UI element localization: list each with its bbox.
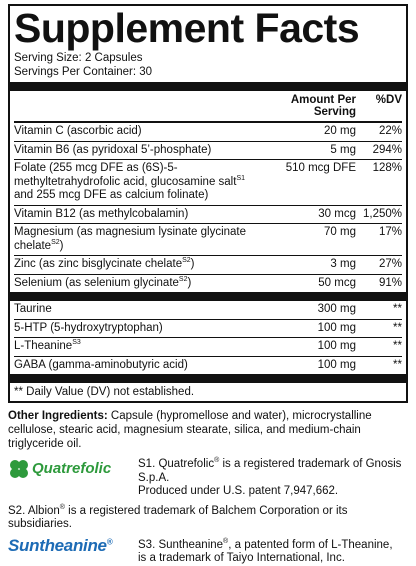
- tm1-desc: is a registered trademark of Gnosis S.p.A.: [138, 458, 402, 484]
- footnote-ref: S1: [236, 174, 245, 182]
- footnote-ref: S2: [178, 275, 188, 283]
- nutrient-dv: 128%: [372, 162, 402, 174]
- nutrient-name: Vitamin C (ascorbic acid): [14, 125, 142, 137]
- clover-leaf-icon: [8, 458, 30, 480]
- suntheanine-logo: [8, 535, 138, 555]
- nutrient-amount: 100 mg: [317, 321, 356, 334]
- tm1-name: S1. Quatrefolic: [138, 458, 215, 470]
- nutrient-dv: 17%: [378, 226, 402, 238]
- nutrient-name: L-Theanine$^{S3}$: [14, 339, 81, 352]
- nutrient-dv: **: [393, 340, 402, 352]
- trademark-quatrefolic: [8, 458, 408, 499]
- nutrient-amount: 50 mcg: [318, 276, 356, 289]
- nutrient-row: [14, 160, 402, 206]
- trademark-s2-text: [8, 505, 408, 532]
- tm2-desc: is a registered trademark of Balchem Corporation or its subsidiaries.: [8, 504, 348, 530]
- reg-mark: ®: [59, 503, 65, 511]
- amount-header: Amount Per Serving: [290, 94, 356, 118]
- nutrient-dv: 91%: [378, 276, 402, 289]
- nutrient-name: Vitamin B6 (as pyridoxal 5’-phosphate): [14, 143, 212, 156]
- footnote-ref: S2: [182, 257, 191, 265]
- tm1-patent: Produced under U.S. patent 7,947,662.: [138, 485, 339, 497]
- dv-footnote: ** Daily Value (DV) not established.: [14, 386, 195, 398]
- reg-mark: ®: [214, 457, 220, 465]
- trademark-s1-text: [138, 458, 408, 499]
- bottom-divider-bar: [10, 374, 406, 383]
- column-header: [14, 91, 402, 123]
- nutrient-row: [14, 256, 402, 275]
- nutrient-dv: 27%: [378, 258, 402, 270]
- trademark-suntheanine: [8, 535, 408, 566]
- nutrient-group-2: [14, 301, 402, 374]
- nutrient-name: Zinc (as zinc bisglycinate chelate$^{S2}$): [14, 257, 195, 270]
- nutrient-name: Folate (255 mcg DFE as (6S)-5-methyltetrahydrofolic acid, glucosamine salt$^{S1}$ and 255 mcg DFE as calcium folinate): [14, 162, 245, 201]
- nutrient-row: [14, 206, 402, 225]
- quatrefolic-logo: [8, 458, 138, 480]
- nutrient-name: Magnesium (as magnesium lysinate glycinate chelate$^{S2}$): [14, 226, 247, 252]
- servings-per-container: Servings Per Container: 30: [14, 65, 153, 78]
- reg-mark: ®: [106, 536, 113, 546]
- nutrient-dv: 1,250%: [362, 207, 402, 220]
- nutrient-row: [14, 357, 402, 375]
- trademark-s3-text: [138, 539, 393, 566]
- tm3-owner: is a trademark of Taiyo International, Inc.: [138, 552, 345, 564]
- quatrefolic-logo-text: Quatrefolic: [32, 460, 112, 478]
- nutrient-name: Taurine: [14, 303, 52, 315]
- nutrient-row: [14, 338, 402, 357]
- nutrient-dv: 294%: [372, 143, 402, 156]
- tm3-name: S3. Suntheanine: [138, 538, 224, 551]
- nutrient-name: Vitamin B12 (as methylcobalamin): [14, 207, 189, 220]
- suntheanine-logo-text: Suntheanine: [8, 535, 107, 555]
- panel-title: Supplement Facts: [14, 5, 360, 51]
- nutrient-amount: 100 mg: [317, 358, 356, 371]
- nutrient-name: Selenium (as selenium glycinate$^{S2}$): [14, 275, 192, 289]
- nutrient-row: [14, 224, 402, 256]
- middle-divider-bar: [10, 292, 406, 301]
- tm2-name: S2. Albion: [8, 504, 60, 517]
- serving-size: Serving Size: 2 Capsules: [14, 52, 143, 64]
- supplement-facts-label: [8, 4, 408, 566]
- reg-mark: ®: [223, 537, 229, 545]
- nutrient-amount: 300 mg: [317, 303, 356, 315]
- nutrient-amount: 100 mg: [317, 340, 356, 352]
- nutrient-row: [14, 275, 402, 293]
- nutrient-dv: 22%: [378, 125, 402, 137]
- footnote-ref: S3: [72, 339, 81, 347]
- nutrient-row: [14, 301, 402, 320]
- nutrient-amount: 3 mg: [330, 258, 356, 270]
- facts-panel: [8, 4, 408, 403]
- nutrient-row: [14, 123, 402, 142]
- other-ingredients-text: Capsule (hypromellose and water), microcrystalline cellulose, stearic acid, magnesium stearate, silica, and medium-chain triglyceride oil.: [8, 410, 372, 450]
- footnote-ref: S2: [51, 238, 60, 246]
- nutrient-amount: 20 mg: [324, 125, 356, 137]
- nutrient-dv: **: [393, 321, 402, 334]
- other-ingredients: [8, 409, 408, 451]
- nutrient-name: GABA (gamma-aminobutyric acid): [14, 358, 188, 371]
- nutrient-dv: **: [393, 303, 402, 315]
- nutrient-amount: 5 mg: [330, 143, 356, 156]
- nutrient-amount: 510 mcg DFE: [285, 162, 356, 174]
- tm3-desc: , a patented form of L-Theanine,: [228, 538, 393, 551]
- trademark-notes: [8, 458, 408, 566]
- dv-header: %DV: [375, 94, 402, 106]
- nutrient-group-1: [14, 123, 402, 292]
- nutrient-amount: 30 mcg: [318, 207, 356, 220]
- nutrient-dv: **: [393, 358, 402, 371]
- nutrient-amount: 70 mg: [324, 226, 356, 238]
- nutrient-name: 5-HTP (5-hydroxytryptophan): [14, 321, 163, 334]
- top-divider-bar: [10, 82, 406, 91]
- nutrient-row: [14, 320, 402, 339]
- nutrient-row: [14, 142, 402, 161]
- other-ingredients-label: Other Ingredients:: [8, 410, 108, 422]
